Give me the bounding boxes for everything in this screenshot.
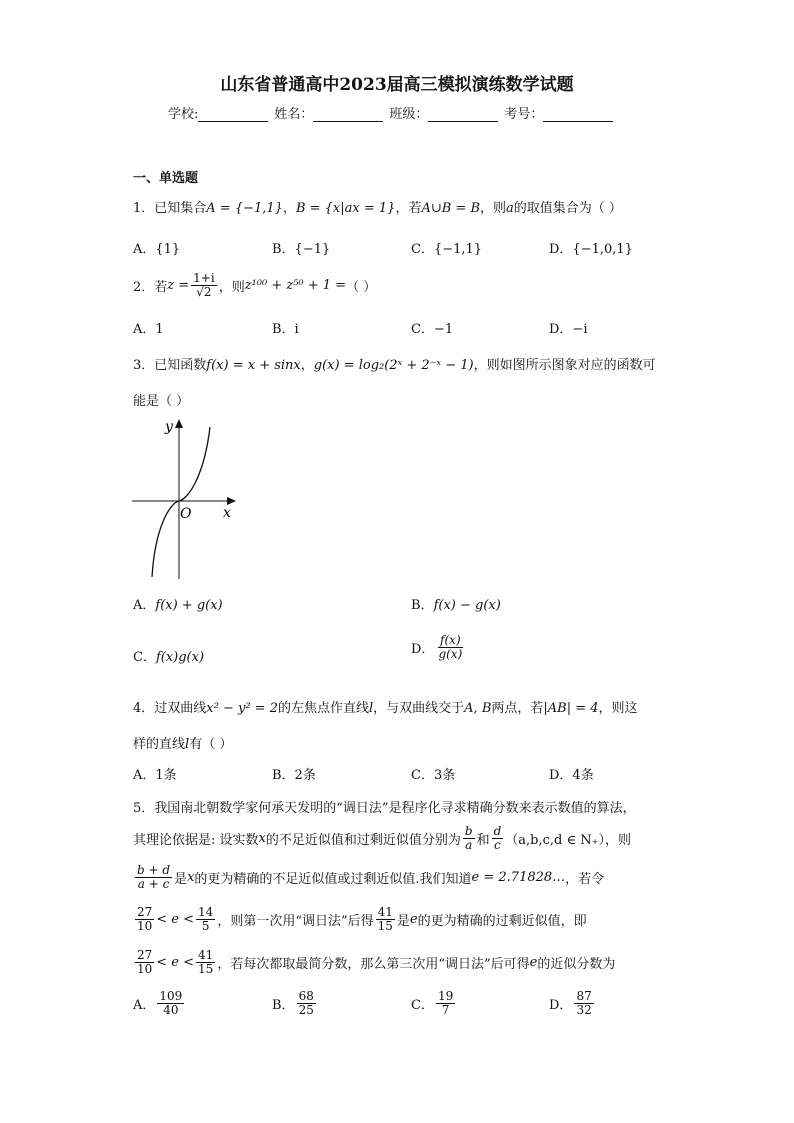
q5-option-c-label: C． [411,998,434,1014]
question-4-line-2 [133,733,232,752]
q2-end: （ ） [346,280,377,296]
q3-function-graph [132,417,237,579]
q3-text-a: 3．已知函数 [133,358,207,373]
class-blank[interactable] [428,107,498,122]
q5-frac-c: c [494,838,501,853]
q2-expression: z¹⁰⁰ + z⁵⁰ + 1 = [244,278,347,294]
graph-x-arrow [227,497,236,505]
q5-and: 和 [476,833,490,849]
q5-frac-41-b: 41 [198,948,214,962]
q1-cond: ，若 [395,201,422,216]
q5-option-c-num: 19 [437,989,454,1003]
q3-option-b[interactable] [411,594,501,613]
q5-frac-10-b: 10 [137,962,153,977]
q5-frac-10: 10 [137,919,153,934]
q3-option-d-num: f(x) [440,633,461,647]
q4-text-e: ，则这 [598,701,638,716]
q5-option-a-den: 40 [163,1003,179,1018]
q4-option-a[interactable]: A．1条 [133,768,177,783]
q5-option-b[interactable] [272,990,318,1017]
question-5-line-2 [133,825,631,852]
q4-text-f: 样的直线 [133,737,186,752]
question-1-stem: 1．已知集合A = {−1,1}，B = {x|ax = 1}，若A∪B = B，则a的取值集合为（ ） [133,201,622,216]
q3-option-b-label: B． [411,598,434,613]
q2-frac-den: √2 [196,285,212,300]
school-label: 学校: [168,107,199,122]
q3-func-g: g(x) = log₂(2ˣ + 2⁻ˣ − 1) [313,358,474,373]
q3-option-c-expr: f(x)g(x) [155,650,205,665]
q1-var-a: a [506,201,514,216]
q5-option-b-frac [297,990,316,1017]
q5-text-b: 的不足近似值和过剩近似值分别为 [265,833,461,849]
q5-frac-15: 15 [377,919,393,934]
q4-text-g: 有（ ） [189,737,233,752]
q5-option-d-frac [574,990,593,1017]
q1-union: A∪B = B [421,201,480,216]
q5-text-d: 的更为精确的不足近似值或过剩近似值.我们知道 [194,872,472,888]
q2-option-c[interactable]: C．−1 [411,322,454,337]
q5-option-d-label: D． [549,998,573,1014]
q3-option-b-expr: f(x) − g(x) [433,598,501,613]
q5-frac-a: a [465,838,473,853]
q5-ineq: < e < [156,912,195,928]
q5-option-c-frac [436,990,455,1017]
page-title: 山东省普通高中2023届高三模拟演练数学试题 [220,75,574,95]
q1-set-b: B = {x|ax = 1} [295,201,396,216]
q4-hyperbola: x² − y² = 2 [206,701,278,716]
q5-frac-bd-ac [135,864,172,891]
q5-text-c: 是 [174,872,188,888]
q3-option-d-frac [436,634,464,661]
q2-z-eq: z = [167,278,190,294]
q5-option-a[interactable] [133,990,186,1017]
q3-func-f: f(x) = x + sinx [206,358,301,373]
q3-option-a-label: A． [133,598,156,613]
question-3-line-1 [133,354,656,373]
graph-curve [152,427,210,577]
q5-e-sym: e [409,912,418,928]
q1-end: 的取值集合为（ ） [513,201,622,216]
q5-frac-14: 14 [198,905,214,919]
q4-text-d: 两点，若 [491,701,544,716]
name-blank[interactable] [313,107,383,122]
q3-option-d-label: D． [411,642,435,658]
q4-text-a: 4．过双曲线 [133,701,207,716]
q4-option-c[interactable]: C．3条 [411,768,456,783]
q4-points: A, B [464,701,492,716]
q5-option-b-num: 68 [298,989,314,1003]
q5-text-f: ，则第一次用“调日法”后得 [217,914,374,930]
q5-e-sym-2: e [529,955,538,971]
q1-option-a[interactable]: A．{1} [133,242,181,257]
question-5-line-1: 5．我国南北朝数学家何承天发明的“调日法”是程序化寻求精确分数来表示数值的算法， [133,801,636,816]
q5-text-i: ，若每次都取最简分数，那么第三次用“调日法”后可得 [217,957,530,973]
q4-line-l: l [368,701,374,716]
q4-text-b: 的左焦点作直线 [277,701,369,716]
number-blank[interactable] [543,107,613,122]
q1-set-a: A = {−1,1} [206,201,283,216]
q2-option-d[interactable]: D．−i [549,322,588,337]
q1-option-c[interactable]: C．{−1,1} [411,242,483,257]
q5-option-b-label: B． [272,998,295,1014]
q5-option-d-den: 32 [576,1003,592,1018]
q3-option-c-label: C． [133,650,156,665]
question-5-line-3 [133,864,604,891]
q5-frac-27-10-b [135,949,154,976]
q5-text-g: 是 [396,914,410,930]
q5-frac-bd: b + d [137,863,171,877]
q5-frac-b-a [463,825,475,852]
q5-var-x: x [258,831,266,847]
question-5-line-5 [133,949,615,976]
q3-text-b: ，则如图所示图象对应的函数可 [473,358,656,373]
q5-option-d[interactable] [549,990,596,1017]
q5-option-a-label: A． [133,998,156,1014]
q5-frac-27-10 [135,906,154,933]
question-2-stem [133,272,376,299]
q5-frac-27-b: 27 [137,948,153,962]
q5-frac-d: d [493,824,502,838]
graph-origin-label: O [180,506,192,522]
q5-frac-b: b [464,824,473,838]
graph-y-arrow [175,419,183,428]
q5-frac-27: 27 [137,905,153,919]
q5-var-x-2: x [187,870,195,886]
q5-e-value: e = 2.71828… [471,870,566,886]
q5-frac-d-c [492,825,504,852]
q5-frac-41: 41 [377,905,393,919]
q5-text-h: 的更为精确的过剩近似值，即 [417,914,587,930]
q5-paren: （a,b,c,d ∈ N₊），则 [505,833,631,849]
q2-fraction [191,272,217,299]
q5-option-d-num: 87 [576,989,592,1003]
q3-option-d-den: g(x) [438,647,463,662]
q4-line-l-2: l [185,737,190,752]
q1-text: 1．已知集合 [133,201,207,216]
section-heading: 一、单选题 [133,171,199,186]
q3-option-a-expr: f(x) + g(x) [155,598,223,613]
q5-frac-14-5 [196,906,215,933]
q5-text-a: 其理论依据是: 设实数 [133,833,259,849]
question-4-line-1 [133,697,638,716]
q1-option-b[interactable]: B．{−1} [272,242,331,257]
q1-option-d[interactable]: D．{−1,0,1} [549,242,633,257]
q4-text-c: ，与双曲线交于 [373,701,465,716]
q4-option-b[interactable]: B．2条 [272,768,316,783]
q5-text-e: ，若令 [565,872,605,888]
q5-option-c[interactable] [411,990,457,1017]
q5-frac-ac: a + c [137,877,170,892]
q4-abs: |AB| = 4 [543,701,599,716]
graph-x-label: x [223,505,231,521]
q5-option-b-den: 25 [298,1003,314,1018]
q3-option-c[interactable] [133,646,204,665]
q2-frac-num: 1+i [193,271,215,285]
q5-frac-15-b: 15 [198,962,214,977]
q5-ineq-2: < e < [156,955,195,971]
question-5-line-4 [133,906,587,933]
q3-comma: ， [300,358,314,373]
student-info-line [168,103,619,122]
question-3-line-2: 能是（ ） [133,394,190,409]
class-label: 班级： [389,107,429,122]
q5-frac-5: 5 [201,919,210,934]
school-blank[interactable] [198,107,268,122]
q5-option-a-frac [157,990,184,1017]
q5-frac-41-15 [376,906,395,933]
graph-y-label: y [165,419,173,435]
q3-option-d[interactable] [411,634,466,661]
q5-option-a-num: 109 [159,989,183,1003]
q4-option-d[interactable]: D．4条 [549,768,594,783]
name-label: 姓名： [274,107,314,122]
q2-option-a[interactable]: A．1 [133,322,164,337]
q2-option-b[interactable]: B．i [272,322,299,337]
q5-option-c-den: 7 [441,1003,450,1018]
q3-option-a[interactable] [133,594,223,613]
q1-tail: ，则 [480,201,507,216]
q5-frac-41-15-b [196,949,215,976]
q5-text-j: 的近似分数为 [537,957,616,973]
number-label: 考号： [504,107,544,122]
q2-text: 2．若 [133,280,168,296]
q2-then: ，则 [218,280,245,296]
